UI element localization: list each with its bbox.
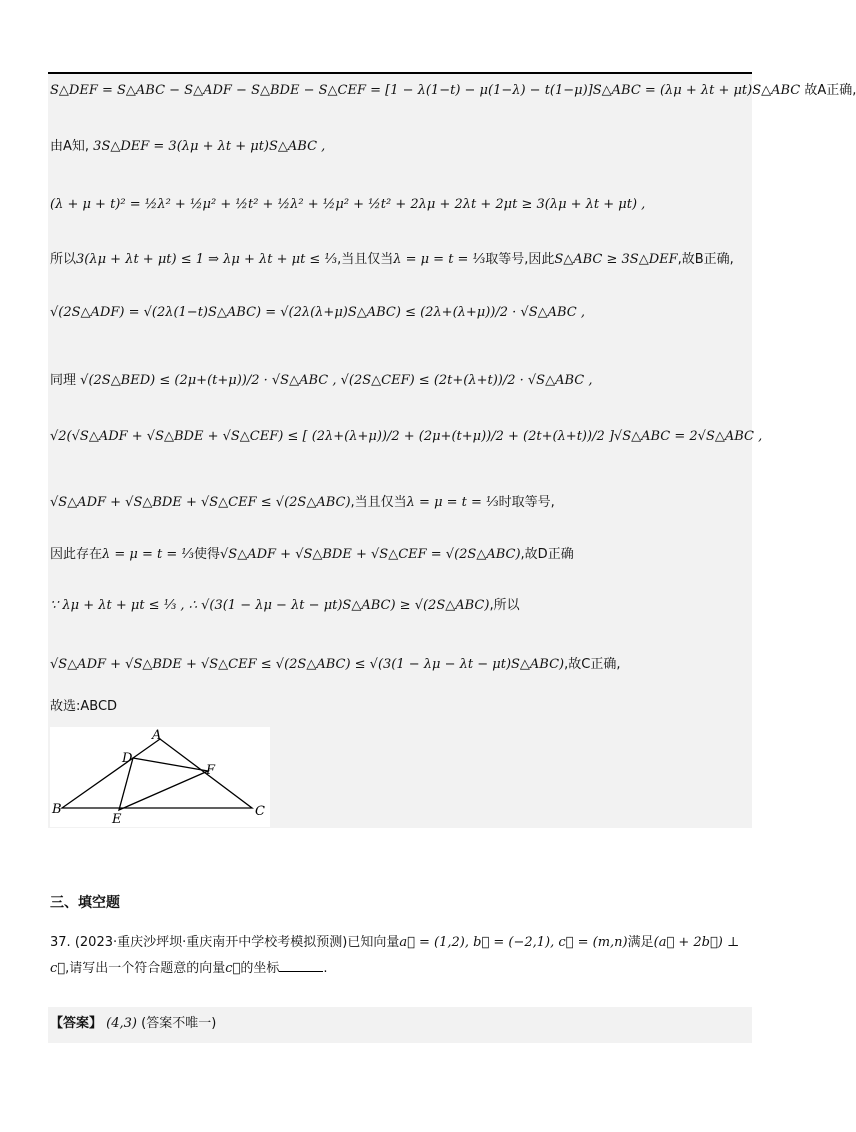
solution-line-10: ∵ λμ + λt + μt ≤ ⅓ , ∴ √(3(1 − λμ − λt − μt)S△ABC) ≥ √(2S△ABC),所以 bbox=[50, 598, 520, 613]
label-b: B bbox=[52, 802, 62, 817]
solution-line-3: (λ + μ + t)² = ½λ² + ½μ² + ½t² + ½λ² + ½μ² + ½t² + 2λμ + 2λt + 2μt ≥ 3(λμ + λt + μt) , bbox=[50, 197, 646, 212]
solution-line-11: √S△ADF + √S△BDE + √S△CEF ≤ √(2S△ABC) ≤ √(3(1 − λμ − λt − μt)S△ABC),故C正确, bbox=[50, 657, 621, 672]
area-decomposition-formula: S△DEF = S△ABC − S△ADF − S△BDE − S△CEF = [1 − λ(1−t) − μ(1−λ) − t(1−μ)]S△ABC = (λμ + λt + μt)S△ABC bbox=[50, 83, 801, 98]
question-source: (2023·重庆沙坪坝·重庆南开中学校考模拟预测) bbox=[74, 935, 348, 950]
question-37: 37. (2023·重庆沙坪坝·重庆南开中学校考模拟预测)已知向量a⃗ = (1,2), b⃗ = (−2,1), c⃗ = (m,n)满足(a⃗ + 2b⃗) ⊥ c⃗,请写出一个符合题意的向量c⃗的坐标 . bbox=[50, 935, 740, 976]
solution-line-8: √S△ADF + √S△BDE + √S△CEF ≤ √(2S△ABC),当且仅当λ = μ = t = ⅓时取等号, bbox=[50, 495, 555, 510]
solution-line-9: 因此存在λ = μ = t = ⅓使得√S△ADF + √S△BDE + √S△CEF = √(2S△ABC),故D正确 bbox=[50, 547, 574, 562]
answer-note: (答案不唯一) bbox=[141, 1016, 217, 1031]
solution-background bbox=[48, 74, 752, 828]
solution-line-12 bbox=[50, 698, 117, 716]
answer-line bbox=[50, 1012, 216, 1031]
label-f: F bbox=[206, 763, 216, 778]
answer-blank bbox=[279, 959, 323, 972]
label-c: C bbox=[255, 804, 265, 819]
perpendicular-condition: (a⃗ + 2b⃗) ⊥ c⃗ bbox=[50, 935, 740, 976]
solution-line-5: √(2S△ADF) = √(2λ(1−t)S△ABC) = √(2λ(λ+μ)S△ABC) ≤ (2λ+(λ+μ))/2 · √S△ABC , bbox=[50, 305, 585, 320]
final-choice: 故选:ABCD bbox=[50, 699, 118, 714]
question-number: 37. bbox=[50, 935, 71, 950]
label-e: E bbox=[112, 812, 122, 827]
section-title: 三、填空题 bbox=[50, 895, 120, 911]
solution-line-4: 所以3(λμ + λt + μt) ≤ 1 ⇒ λμ + λt + μt ≤ ⅓,当且仅当λ = μ = t = ⅓取等号,因此S△ABC ≥ 3S△DEF,故B正确, bbox=[50, 252, 734, 267]
label-d: D bbox=[122, 751, 133, 766]
solution-line-7: √2(√S△ADF + √S△BDE + √S△CEF) ≤ [ (2λ+(λ+μ))/2 + (2μ+(t+μ))/2 + (2t+(λ+t))/2 ]√S△ABC = 2√S△ABC , bbox=[50, 429, 763, 444]
solution-line-2: 由A知, 3S△DEF = 3(λμ + λt + μt)S△ABC , bbox=[50, 139, 326, 154]
triangle-figure bbox=[50, 727, 270, 827]
label-a: A bbox=[152, 728, 162, 743]
answer-label: 【答案】 bbox=[50, 1016, 103, 1031]
solution-line-1: S△DEF = S△ABC − S△ADF − S△BDE − S△CEF = [1 − λ(1−t) − μ(1−λ) − t(1−μ)]S△ABC = (λμ + λt + μt)S△ABC 故A正确, bbox=[50, 83, 856, 98]
answer-value: (4,3) bbox=[106, 1016, 137, 1031]
vector-definitions: a⃗ = (1,2), b⃗ = (−2,1), c⃗ = (m,n) bbox=[399, 935, 628, 950]
solution-line-6: 同理 √(2S△BED) ≤ (2μ+(t+μ))/2 · √S△ABC , √(2S△CEF) ≤ (2t+(λ+t))/2 · √S△ABC , bbox=[50, 373, 593, 388]
